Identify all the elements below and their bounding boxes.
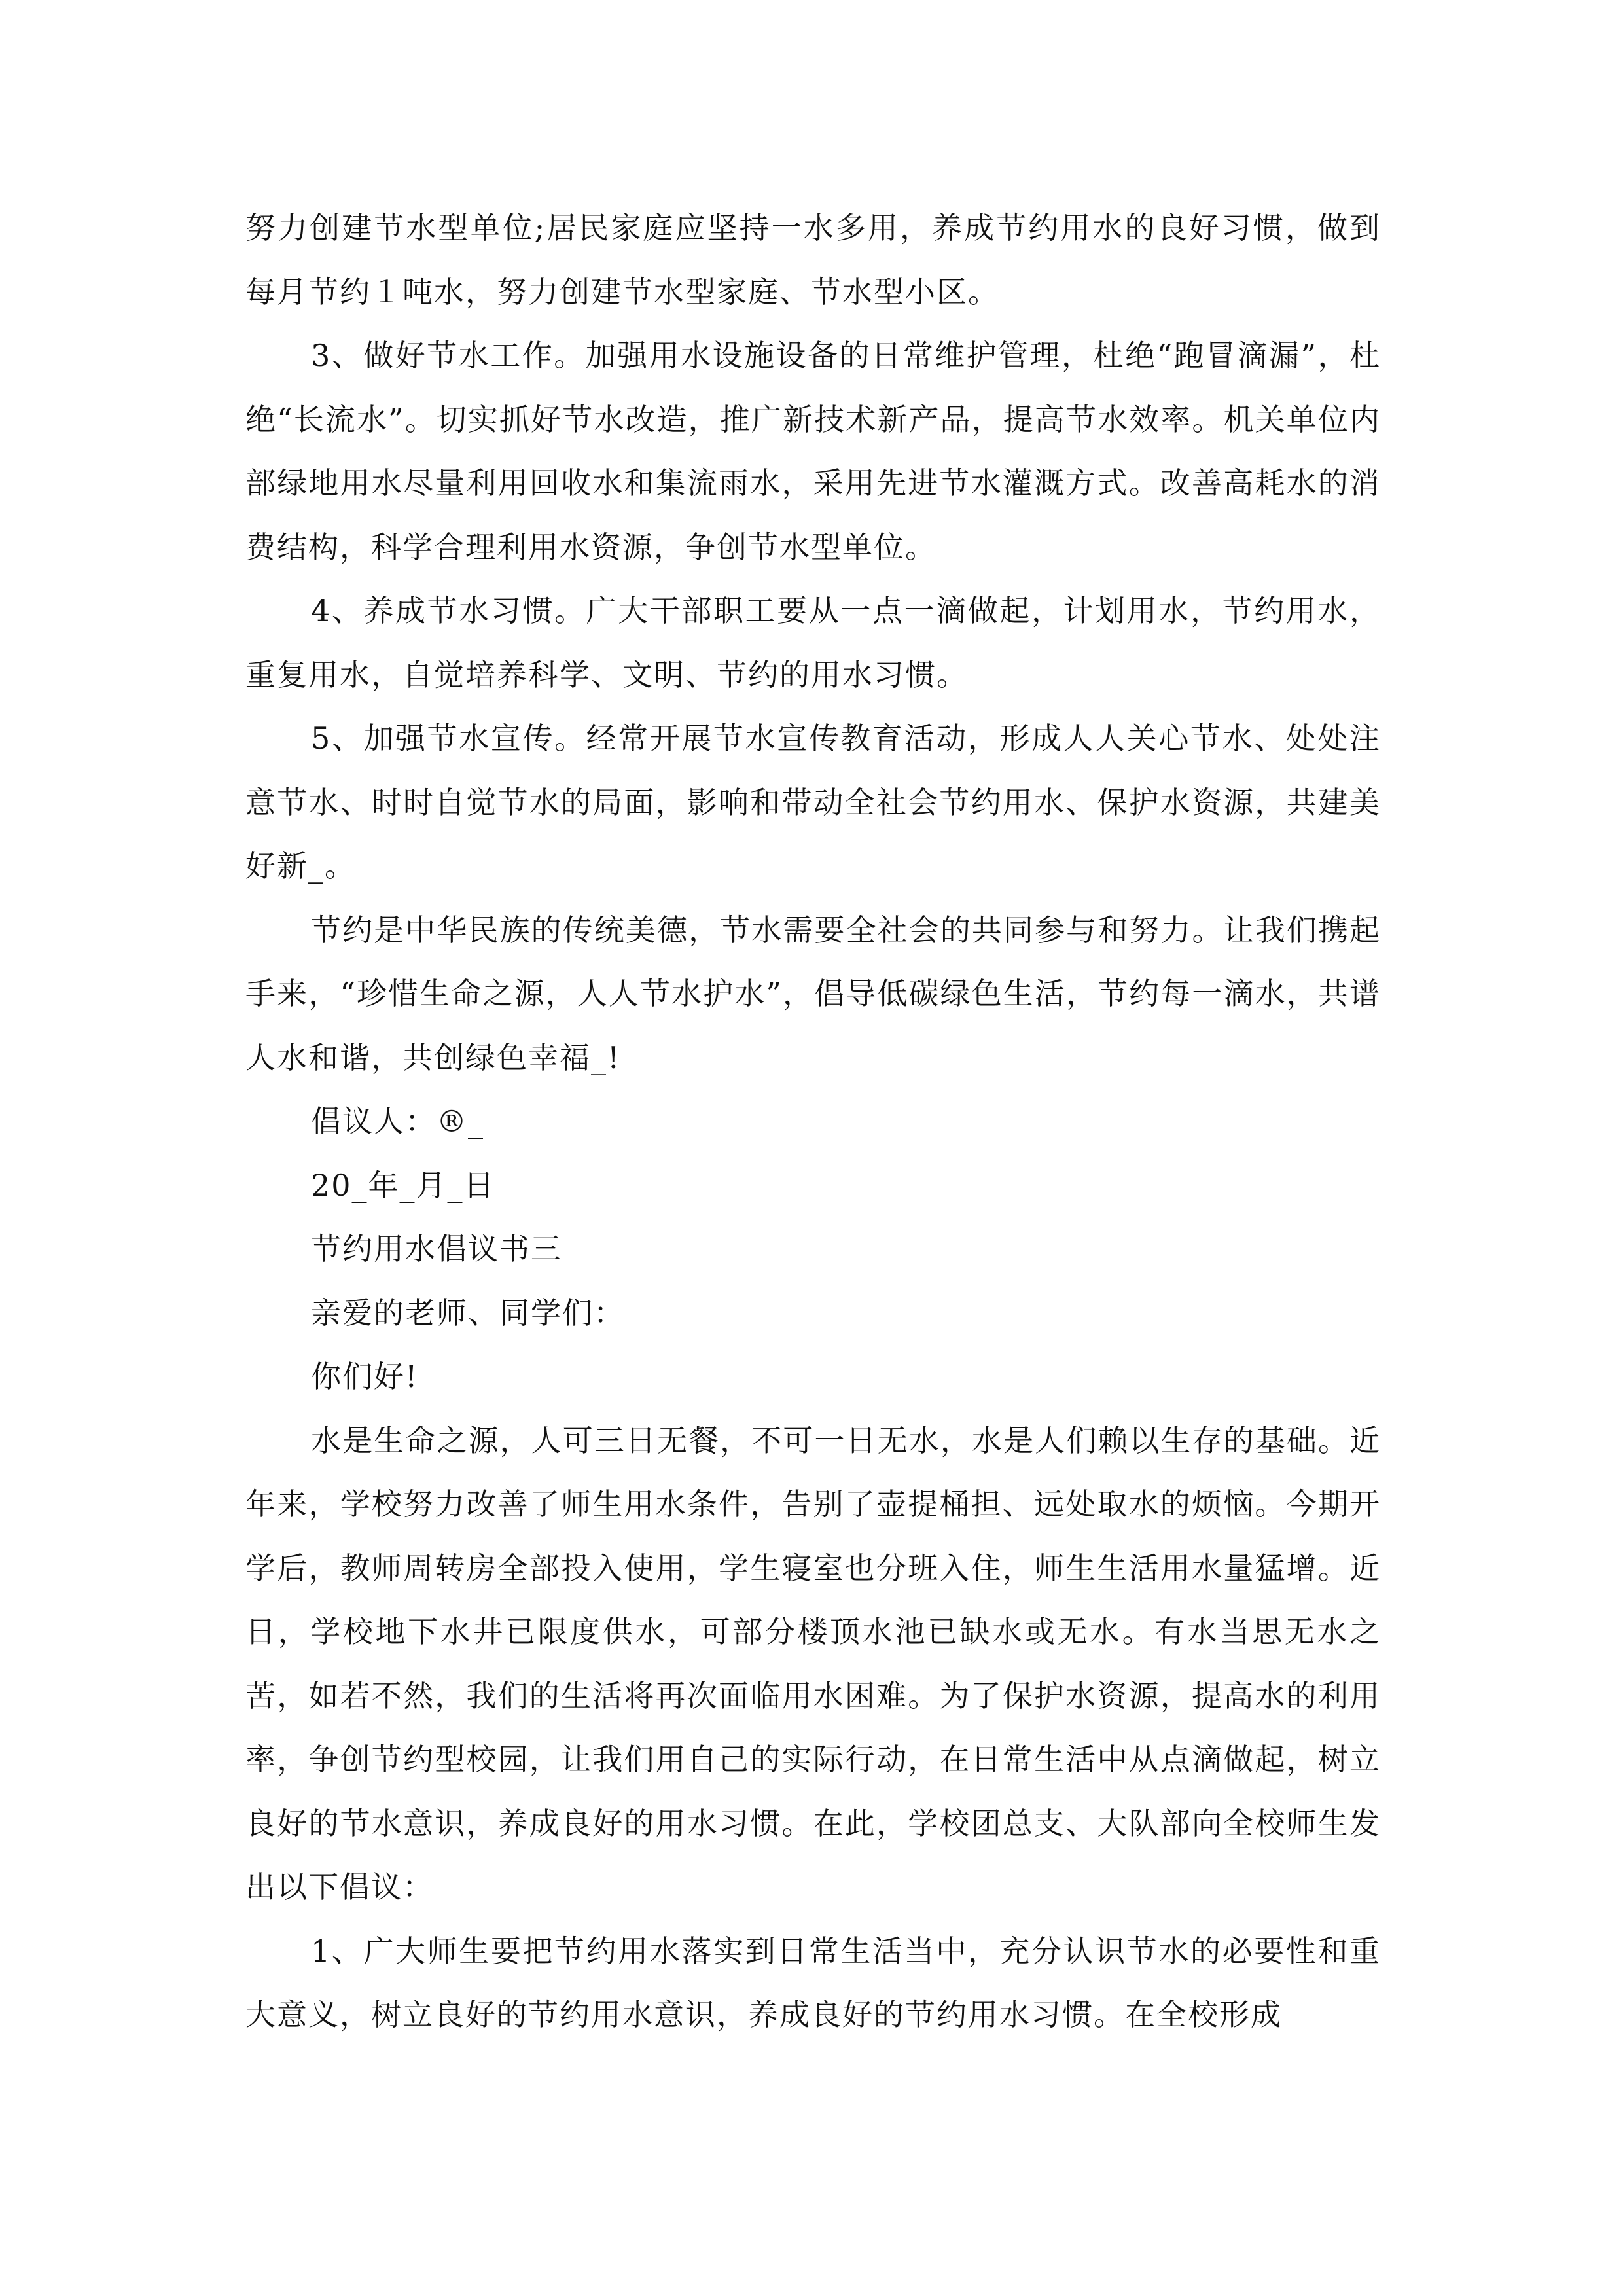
- paragraph-item-1: 1、广大师生要把节约用水落实到日常生活当中，充分认识节水的必要性和重大意义，树立良好的节约用水意识，养成良好的节约用水习惯。在全校形成: [245, 1933, 1381, 2032]
- proposer-line: 倡议人：®_: [311, 1103, 484, 1139]
- greeting: 你们好!: [311, 1359, 419, 1394]
- section-title: 节约用水倡议书三: [311, 1231, 562, 1266]
- paragraph-closing: 节约是中华民族的传统美德，节水需要全社会的共同参与和努力。让我们携起手来，“珍惜生命之源，人人节水护水”，倡导低碳绿色生活，节约每一滴水，共谱人水和谐，共创绿色幸福_!: [245, 912, 1381, 1075]
- paragraph-continuation: 努力创建节水型单位;居民家庭应坚持一水多用，养成节约用水的良好习惯，做到每月节约１吨水，努力创建节水型家庭、节水型小区。: [245, 210, 1381, 310]
- paragraph-intro: 水是生命之源，人可三日无餐，不可一日无水，水是人们赖以生存的基础。近年来，学校努力改善了师生用水条件，告别了壶提桶担、远处取水的烦恼。今期开学后，教师周转房全部投入使用，学生寝室也分班入住，师生生活用水量猛增。近日，学校地下水井已限度供水，可部分楼顶水池已缺水或无水。有水当思无水之苦，如若不然，我们的生活将再次面临用水困难。为了保护水资源，提高水的利用率，争创节约型校园，让我们用自己的实际行动，在日常生活中从点滴做起，树立良好的节水意识，养成良好的用水习惯。在此，学校团总支、大队部向全校师生发出以下倡议：: [245, 1422, 1381, 1905]
- paragraph-item-3: 3、做好节水工作。加强用水设施设备的日常维护管理，杜绝“跑冒滴漏”，杜绝“长流水”。切实抓好节水改造，推广新技术新产品，提高节水效率。机关单位内部绿地用水尽量利用回收水和集流雨水，采用先进节水灌溉方式。改善高耗水的消费结构，科学合理利用水资源，争创节水型单位。: [245, 338, 1381, 565]
- paragraph-item-5: 5、加强节水宣传。经常开展节水宣传教育活动，形成人人关心节水、处处注意节水、时时自觉节水的局面，影响和带动全社会节约用水、保护水资源，共建美好新_。: [245, 721, 1381, 884]
- document-body: [245, 196, 1381, 2047]
- paragraph-item-4: 4、养成节水习惯。广大干部职工要从一点一滴做起，计划用水，节约用水，重复用水，自觉培养科学、文明、节约的用水习惯。: [245, 593, 1381, 692]
- salutation: 亲爱的老师、同学们：: [311, 1295, 625, 1331]
- date-line: 20_年_月_日: [311, 1167, 495, 1203]
